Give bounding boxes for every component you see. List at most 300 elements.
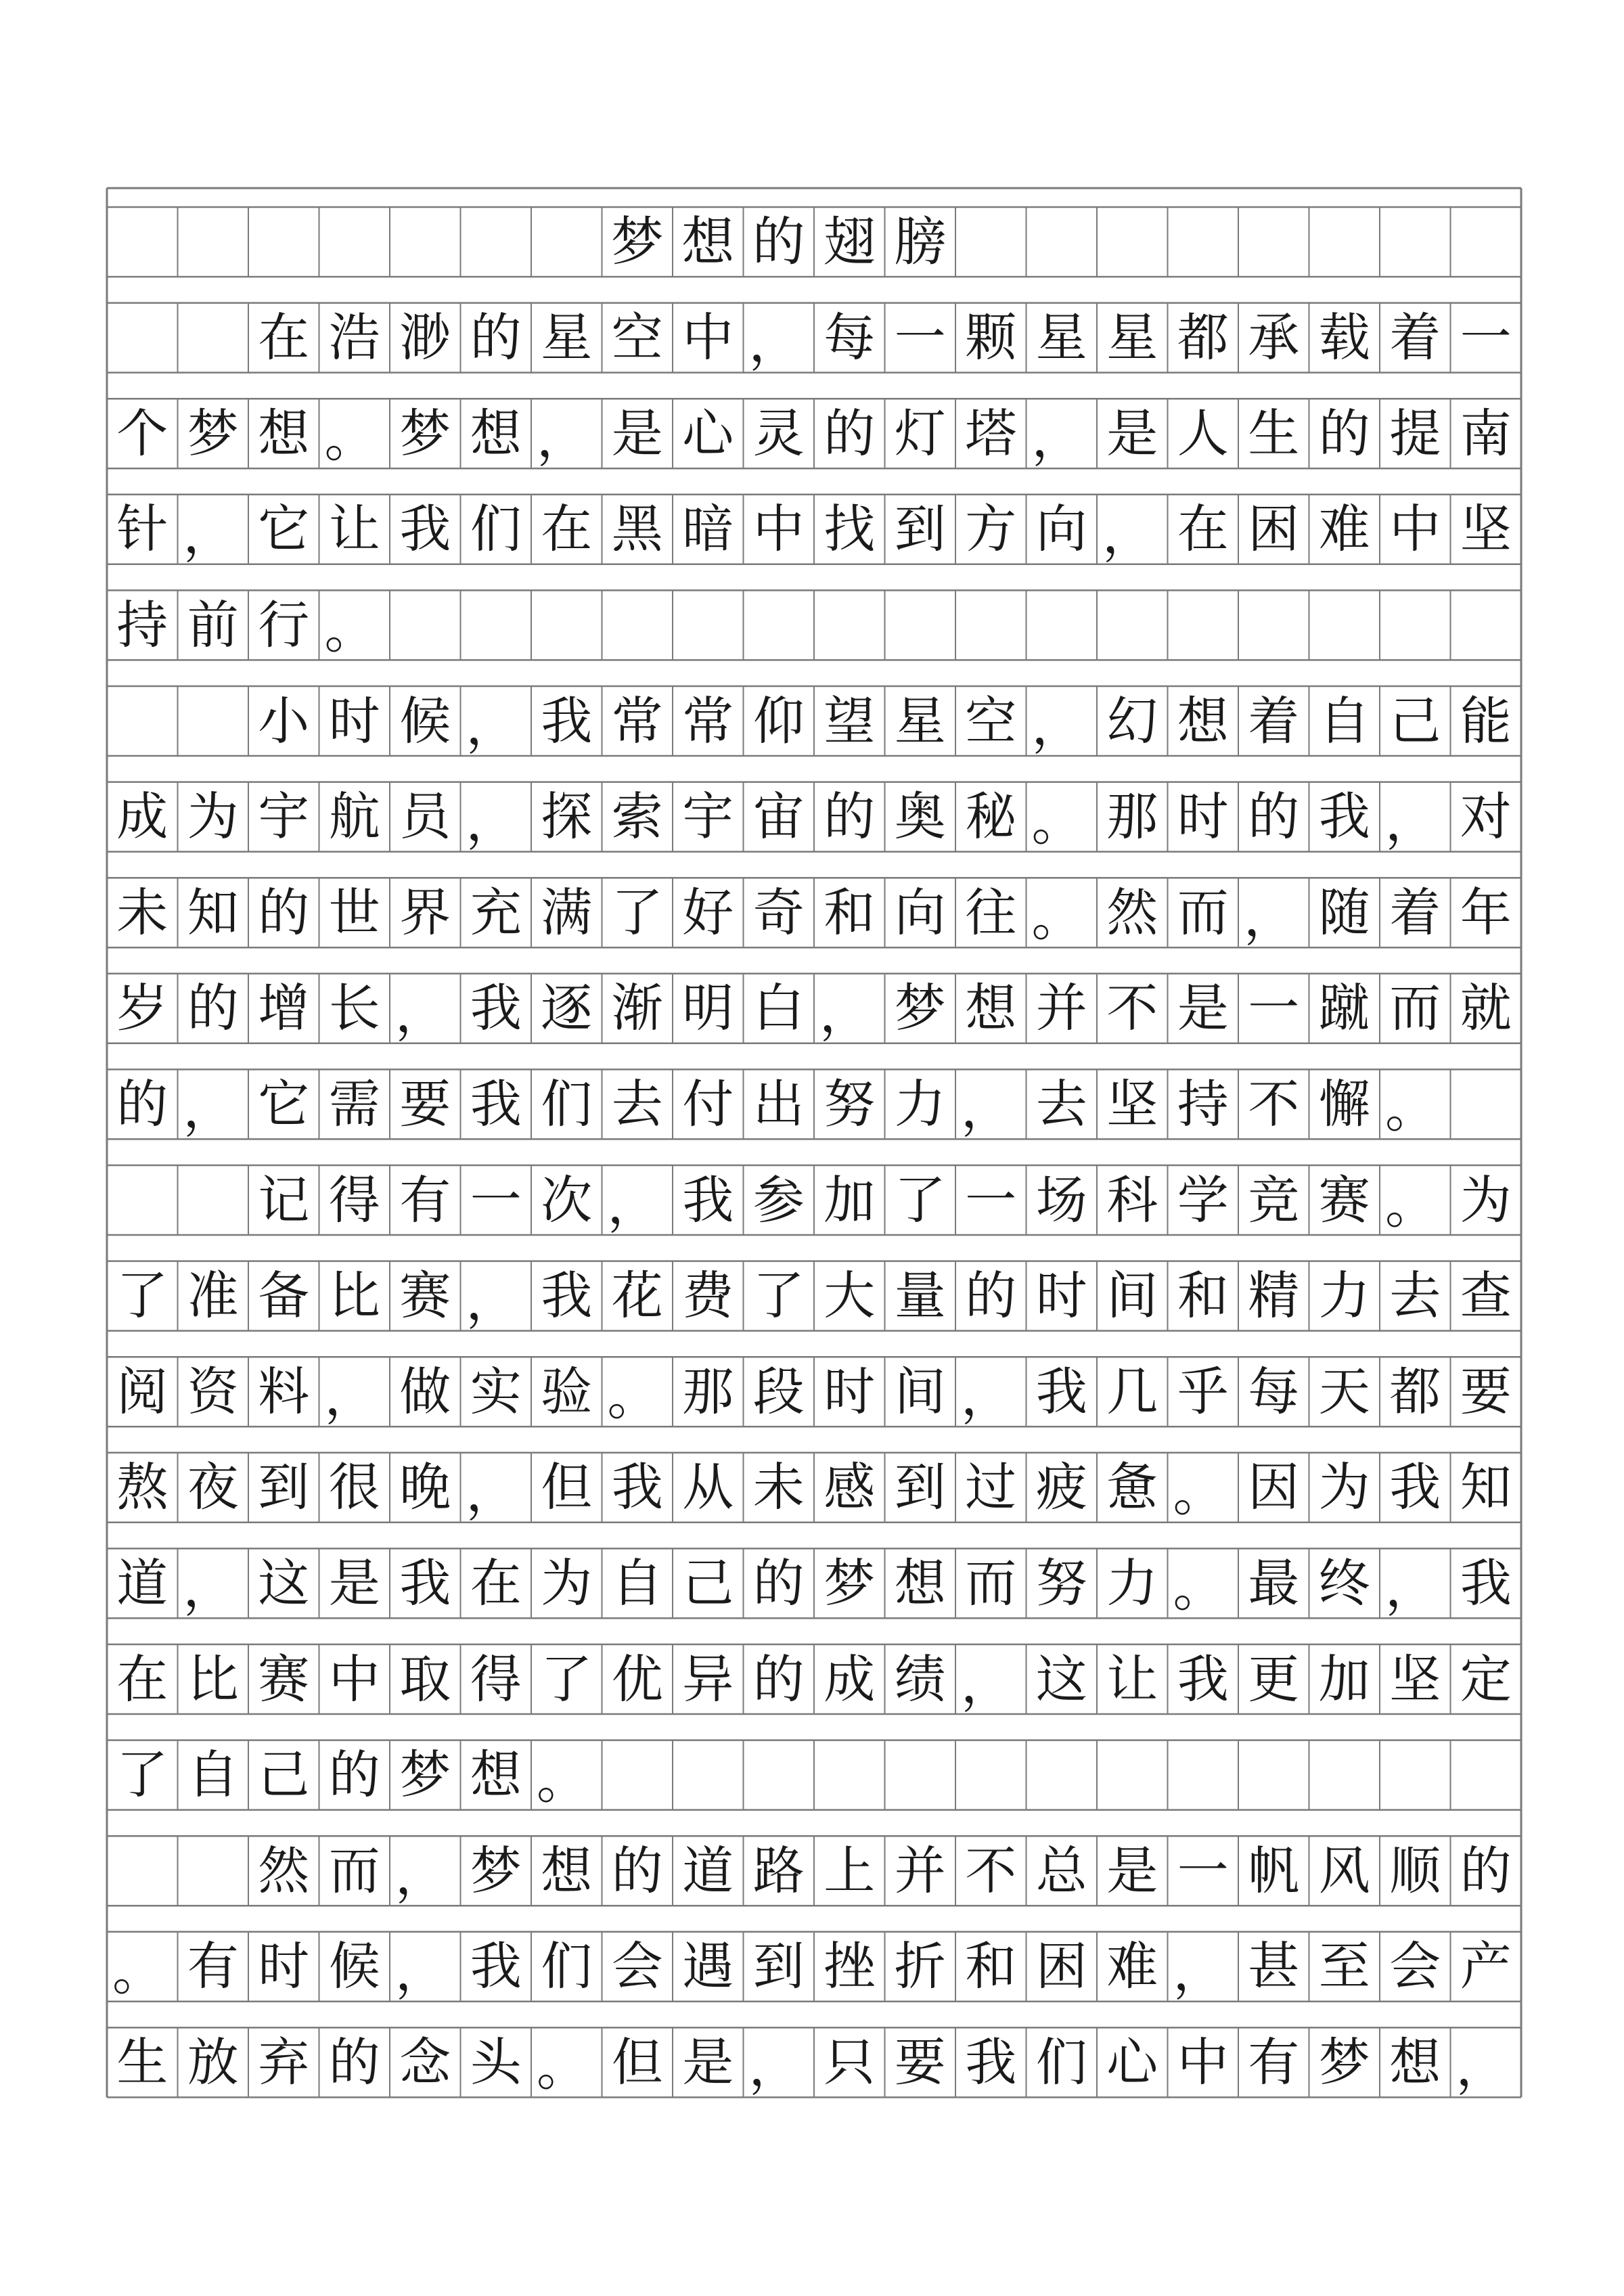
text-character: 放 [187,2031,239,2092]
text-character: 满 [541,882,593,943]
text-character: 去 [1389,1265,1441,1326]
text-character: 想 [258,403,310,464]
text-character: 星 [1035,307,1087,368]
text-character: 是 [1106,1840,1158,1901]
text-character: 弃 [258,2031,310,2092]
text-character: 而 [1389,978,1441,1039]
text-character: 浩 [328,307,380,368]
text-character: 取 [399,1648,451,1709]
text-character: 人 [1177,403,1229,464]
text-character: 熬 [116,1457,168,1518]
text-character: 星 [541,307,593,368]
text-character: 梦 [399,1744,451,1805]
text-character: 己 [682,1552,734,1613]
text-character: 懈 [1318,1073,1370,1134]
text-character: 时 [824,1361,876,1422]
punctuation-mark: ， [466,1270,518,1331]
text-character: 我 [541,1265,593,1326]
text-character: 仰 [752,690,805,751]
text-character: 明 [682,978,734,1039]
text-character: 不 [965,1840,1017,1901]
text-character: 顺 [1389,1840,1441,1901]
text-character: 出 [752,1073,805,1134]
text-character: 在 [1177,499,1229,560]
text-character: 而 [1177,882,1229,943]
text-character: 力 [894,1073,946,1134]
title-character: 的 [752,211,805,273]
text-character: 在 [258,307,310,368]
text-character: 然 [258,1840,310,1901]
text-character: 得 [470,1648,522,1709]
text-character: 的 [187,978,239,1039]
text-character: 好 [682,882,734,943]
text-character: 记 [258,1169,310,1230]
title-character: 翅 [823,211,876,273]
text-character: 我 [1318,786,1370,847]
text-character: 为 [541,1552,593,1613]
punctuation-mark: 。 [1031,887,1083,948]
text-character: 针 [116,499,168,560]
title-character: 想 [681,211,735,273]
text-character: 因 [1248,1457,1300,1518]
text-character: 了 [894,1169,946,1230]
text-character: 幻 [1106,690,1158,751]
text-character: 我 [470,1073,522,1134]
text-character: 的 [1318,403,1370,464]
text-character: 验 [541,1361,593,1422]
text-character: 想 [541,1840,593,1901]
text-character: 着 [1389,882,1441,943]
text-character: 持 [1177,1073,1229,1134]
text-character: 是 [682,2031,734,2092]
text-character: 空 [611,307,663,368]
text-character: 一 [1248,978,1300,1039]
text-character: 空 [965,690,1017,751]
punctuation-mark: ， [395,983,447,1043]
text-character: 候 [328,1936,380,1997]
text-character: 然 [1106,882,1158,943]
text-character: 中 [752,499,805,560]
text-character: 心 [1106,2031,1158,2092]
text-character: 定 [1460,1648,1512,1709]
text-character: 但 [541,1457,593,1518]
text-character: 自 [1318,690,1370,751]
text-character: 是 [1177,978,1229,1039]
text-character: 至 [1318,1936,1370,1997]
text-character: 的 [611,1840,663,1901]
text-character: 的 [965,1265,1017,1326]
text-character: 每 [824,307,876,368]
punctuation-mark: ， [1173,1941,1225,2002]
text-character: 要 [894,2031,946,2092]
text-character: 奥 [894,786,946,847]
text-character: 而 [965,1552,1017,1613]
text-character: 蹴 [1318,978,1370,1039]
text-character: 竞 [1248,1169,1300,1230]
text-character: 我 [1177,1648,1229,1709]
text-character: 我 [1460,1552,1512,1613]
text-character: 惫 [1106,1457,1158,1518]
text-character: 成 [116,786,168,847]
text-character: 道 [682,1840,734,1901]
text-character: 赛 [1318,1169,1370,1230]
punctuation-mark: ， [466,1462,518,1523]
text-character: 了 [611,882,663,943]
text-character: 着 [1248,690,1300,751]
text-character: 困 [1035,1936,1087,1997]
text-character: 花 [611,1265,663,1326]
text-character: 头 [470,2031,522,2092]
text-character: 世 [328,882,380,943]
text-character: 都 [1389,1361,1441,1422]
text-character: 比 [187,1648,239,1709]
text-character: 行 [258,594,310,655]
text-character: 己 [1389,690,1441,751]
text-character: 界 [399,882,451,943]
text-character: 并 [1035,978,1087,1039]
text-character: 路 [752,1840,805,1901]
text-character: 到 [752,1936,805,1997]
text-character: 每 [1248,1361,1300,1422]
text-character: 年 [1460,882,1512,943]
text-character: 渺 [399,307,451,368]
text-character: 未 [116,882,168,943]
text-character: 天 [1318,1361,1370,1422]
text-character: 方 [965,499,1017,560]
text-character: 了 [116,1265,168,1326]
text-character: 那 [1106,786,1158,847]
text-character: 梦 [824,1552,876,1613]
punctuation-mark: 。 [607,1366,659,1427]
text-character: 候 [399,690,451,751]
text-character: 着 [1389,307,1441,368]
text-character: 付 [682,1073,734,1134]
text-character: 前 [187,594,239,655]
text-character: 会 [611,1936,663,1997]
text-character: 能 [1460,690,1512,751]
text-character: 并 [894,1840,946,1901]
text-character: 备 [258,1265,310,1326]
punctuation-mark: ， [819,983,871,1043]
punctuation-mark: ， [183,1079,235,1140]
punctuation-mark: ， [324,1366,376,1427]
text-character: 在 [470,1552,522,1613]
text-character: 折 [894,1936,946,1997]
text-character: 要 [1460,1361,1512,1422]
text-character: 几 [1106,1361,1158,1422]
punctuation-mark: ， [1385,1558,1437,1619]
text-character: 得 [328,1169,380,1230]
text-character: 难 [1318,499,1370,560]
text-character: 和 [824,882,876,943]
text-character: 资 [187,1361,239,1422]
text-character: 坚 [1106,1073,1158,1134]
punctuation-mark: ， [607,1175,659,1235]
text-character: 我 [399,1552,451,1613]
text-character: 料 [258,1361,310,1422]
text-character: 己 [258,1744,310,1805]
punctuation-mark: ， [537,408,588,469]
text-character: 终 [1318,1552,1370,1613]
text-character: 它 [258,1073,310,1134]
text-character: 实 [470,1361,522,1422]
text-character: 梦 [399,403,451,464]
text-character: 到 [258,1457,310,1518]
text-character: 生 [1248,403,1300,464]
text-character: 甚 [1248,1936,1300,1997]
text-character: 是 [328,1552,380,1613]
text-character: 小 [258,690,310,751]
punctuation-mark: ， [183,503,235,564]
text-character: 只 [824,2031,876,2092]
text-character: 秘 [965,786,1017,847]
text-character: 的 [752,1552,805,1613]
text-character: 帆 [1248,1840,1300,1901]
text-character: 场 [1035,1169,1087,1230]
text-character: 一 [1460,307,1512,368]
text-character: 往 [965,882,1017,943]
text-character: 的 [824,403,876,464]
text-character: 让 [1106,1648,1158,1709]
text-character: 宇 [258,786,310,847]
text-character: 一 [894,307,946,368]
text-character: 间 [894,1361,946,1422]
text-character: 需 [328,1073,380,1134]
text-character: 想 [894,1552,946,1613]
punctuation-mark: ， [395,1845,447,1906]
text-character: 去 [611,1073,663,1134]
text-character: 费 [682,1265,734,1326]
text-character: 要 [399,1073,451,1134]
text-character: 我 [1389,1457,1441,1518]
text-character: 产 [1460,1936,1512,1997]
punctuation-mark: ， [748,2037,800,2098]
text-character: 星 [894,690,946,751]
text-character: 中 [328,1648,380,1709]
text-character: 中 [682,307,734,368]
punctuation-mark: 。 [537,1749,588,1810]
text-character: 充 [470,882,522,943]
punctuation-mark: 。 [1173,1558,1225,1619]
text-character: 力 [1106,1552,1158,1613]
text-character: 让 [328,499,380,560]
text-character: 自 [187,1744,239,1805]
text-character: 不 [1106,978,1158,1039]
text-character: 念 [399,2031,451,2092]
text-character: 晚 [399,1457,451,1518]
text-character: 逐 [541,978,593,1039]
punctuation-mark: ， [466,696,518,756]
text-character: 索 [611,786,663,847]
text-character: 的 [470,307,522,368]
text-character: 有 [399,1169,451,1230]
text-character: 量 [894,1265,946,1326]
text-character: 不 [1248,1073,1300,1134]
text-character: 们 [1035,2031,1087,2092]
text-character: 去 [1035,1073,1087,1134]
text-character: 到 [894,499,946,560]
punctuation-mark: ， [1244,887,1295,948]
text-character: 自 [611,1552,663,1613]
text-character: 力 [1318,1265,1370,1326]
text-character: 它 [258,499,310,560]
text-character: 的 [824,786,876,847]
text-character: 的 [258,882,310,943]
text-character: 更 [1248,1648,1300,1709]
text-character: 这 [258,1552,310,1613]
text-character: 个 [116,403,168,464]
punctuation-mark: 。 [324,408,376,469]
text-character: 一 [1177,1840,1229,1901]
text-character: 做 [399,1361,451,1422]
text-character: 常 [682,690,734,751]
text-character: 暗 [682,499,734,560]
text-character: 我 [611,1457,663,1518]
text-character: 梦 [470,1840,522,1901]
text-character: 这 [1035,1648,1087,1709]
text-character: 和 [1177,1265,1229,1326]
text-character: 坚 [1389,1648,1441,1709]
text-character: 为 [1318,1457,1370,1518]
text-character: 我 [682,1169,734,1230]
text-character: 到 [894,1457,946,1518]
punctuation-mark: ， [1456,2037,1508,2098]
text-character: 了 [752,1265,805,1326]
text-character: 星 [1106,307,1158,368]
text-character: 赛 [258,1648,310,1709]
text-character: 和 [965,1936,1017,1997]
text-character: 载 [1318,307,1370,368]
punctuation-mark: ， [1385,791,1437,852]
text-character: 时 [1035,1265,1087,1326]
punctuation-mark: ， [1031,408,1083,469]
text-character: 有 [187,1936,239,1997]
text-character: 科 [1106,1169,1158,1230]
text-character: 努 [824,1073,876,1134]
text-character: 黑 [611,499,663,560]
text-character: 困 [1248,499,1300,560]
punctuation-mark: 。 [1173,1462,1225,1523]
text-character: 异 [682,1648,734,1709]
text-character: 宙 [752,786,805,847]
title-character: 膀 [893,211,947,273]
text-character: 都 [1177,307,1229,368]
text-character: 知 [1460,1457,1512,1518]
text-character: 灯 [894,403,946,464]
title-character: 梦 [610,211,664,273]
punctuation-mark: ， [183,1558,235,1619]
text-character: 是 [1106,403,1158,464]
text-character: 向 [894,882,946,943]
text-character: 们 [541,1936,593,1997]
punctuation-mark: ， [748,312,800,373]
text-character: 员 [399,786,451,847]
text-character: 有 [1248,2031,1300,2092]
text-character: 梦 [187,403,239,464]
text-character: 的 [328,1744,380,1805]
punctuation-mark: ， [395,1941,447,2002]
text-character: 想 [470,403,522,464]
punctuation-mark: 。 [537,2037,588,2098]
text-character: 一 [470,1169,522,1230]
text-character: 努 [1035,1552,1087,1613]
text-character: 遇 [682,1936,734,1997]
text-character: 上 [824,1840,876,1901]
text-character: 的 [752,1648,805,1709]
text-character: 颗 [965,307,1017,368]
text-character: 探 [541,786,593,847]
text-character: 中 [1177,2031,1229,2092]
text-character: 我 [399,499,451,560]
text-character: 学 [1177,1169,1229,1230]
text-character: 我 [541,690,593,751]
text-character: 岁 [116,978,168,1039]
text-character: 优 [611,1648,663,1709]
text-character: 想 [1389,2031,1441,2092]
text-character: 阅 [116,1361,168,1422]
punctuation-mark: ， [1031,696,1083,756]
text-character: 南 [1460,403,1512,464]
text-character: 长 [328,978,380,1039]
text-character: 大 [824,1265,876,1326]
text-character: 感 [824,1457,876,1518]
punctuation-mark: ， [1102,503,1154,564]
text-character: 但 [611,2031,663,2092]
text-character: 了 [541,1648,593,1709]
text-character: 增 [258,978,310,1039]
text-character: 奇 [752,882,805,943]
text-character: 在 [116,1648,168,1709]
punctuation-mark: ， [961,1079,1012,1140]
text-character: 塔 [965,403,1017,464]
punctuation-mark: 。 [1031,791,1083,852]
text-character: 成 [824,1648,876,1709]
text-character: 时 [328,690,380,751]
text-character: 的 [1248,786,1300,847]
text-character: 想 [470,1744,522,1805]
text-character: 想 [1177,690,1229,751]
text-character: 难 [1106,1936,1158,1997]
punctuation-mark: 。 [112,1941,164,2002]
text-character: 参 [752,1169,805,1230]
text-character: 挫 [824,1936,876,1997]
text-character: 我 [470,1936,522,1997]
text-character: 想 [965,978,1017,1039]
text-character: 知 [187,882,239,943]
text-character: 的 [328,2031,380,2092]
text-character: 们 [470,499,522,560]
text-character: 坚 [1460,499,1512,560]
text-character: 时 [1177,786,1229,847]
text-character: 生 [116,2031,168,2092]
text-character: 为 [1460,1169,1512,1230]
punctuation-mark: 。 [324,600,376,660]
text-character: 查 [1460,1265,1512,1326]
text-character: 未 [752,1457,805,1518]
text-character: 持 [116,594,168,655]
text-character: 们 [541,1073,593,1134]
punctuation-mark: 。 [1385,1079,1437,1140]
text-character: 在 [541,499,593,560]
text-character: 乎 [1177,1361,1229,1422]
text-character: 就 [1460,978,1512,1039]
text-character: 次 [541,1169,593,1230]
text-character: 夜 [187,1457,239,1518]
text-character: 从 [682,1457,734,1518]
punctuation-mark: 。 [1385,1175,1437,1235]
text-character: 时 [258,1936,310,1997]
text-character: 常 [611,690,663,751]
